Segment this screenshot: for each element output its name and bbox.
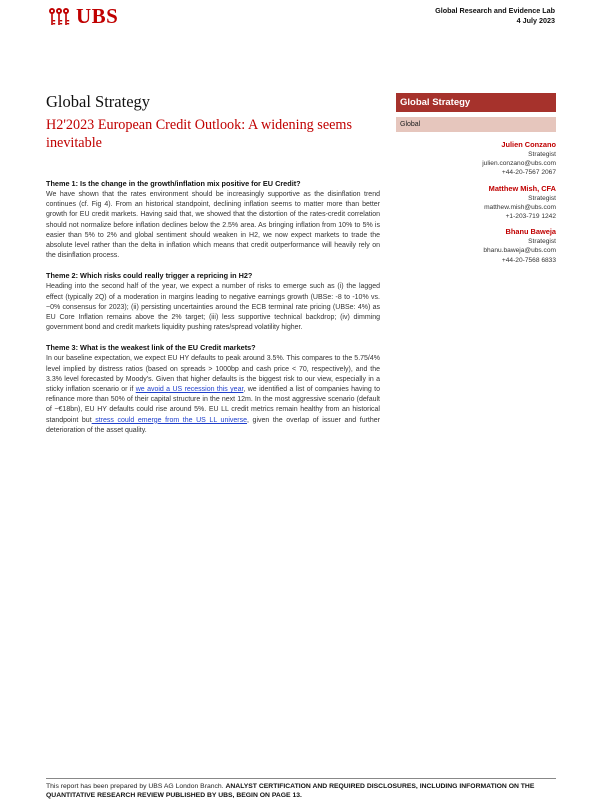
analyst-name: Matthew Mish, CFA	[488, 183, 556, 193]
ubs-logo	[46, 6, 118, 27]
paragraph-text: In our baseline expectation, we expect EU HY defaults to peak around 3.5%. This compares to the 5.75/4% level implied by distress ratios (based on spreads > 1000bp and cash price < 70, respectively), and the 3.3% level forecasted by Moody's. Given that higher defaults is the biggest risk to our view, especially in a sticky inflation scenario or if	[46, 355, 380, 394]
analyst-phone: +44-20-7567 2067	[501, 169, 556, 177]
series-banner: Global Strategy	[396, 93, 556, 112]
theme-section	[46, 178, 380, 261]
analyst-phone: +1-203-719 1242	[505, 213, 556, 221]
footer-text: This report has been prepared by UBS AG London Branch.	[46, 783, 226, 790]
analyst-role: Strategist	[528, 238, 556, 246]
theme-heading: Theme 3: What is the weakest link of the EU Credit markets?	[46, 343, 256, 353]
analyst-role: Strategist	[528, 151, 556, 158]
footer-divider	[46, 778, 556, 779]
page-title: Global Strategy	[46, 92, 151, 111]
analyst-email[interactable]: matthew.mish@ubs.com	[484, 203, 556, 211]
us-ll-stress-link[interactable]: stress could emerge from the US LL universe	[91, 416, 248, 424]
analyst-role: Strategist	[528, 194, 556, 202]
analyst-name: Julien Conzano	[501, 140, 556, 149]
report-date: 4 July 2023	[516, 16, 555, 25]
theme-heading: Theme 1: Is the change in the growth/inflation mix positive for EU Credit?	[46, 179, 301, 188]
analyst-phone: +44-20-7568 6833	[501, 256, 556, 264]
theme-section	[46, 342, 380, 436]
analyst-card	[396, 184, 556, 222]
theme-paragraph	[46, 354, 380, 436]
analyst-card	[396, 140, 556, 178]
paragraph-text: , given the overlap of issuer and further deterioration of the asset quality.	[46, 416, 380, 434]
publisher-name: Global Research and Evidence Lab	[435, 6, 555, 15]
theme-paragraph: We have shown that the rates environment should be increasingly supportive as the disinflation trend continues (cf. Fig 4). From an historical standpoint, declining inflation seems to matter more than better growth for EU credit markets. Having said that, we showed that the distortion of the rates-credit correlation should not normalize before inflation declines below the 2.5% area. As bringing inflation from 10% to 5% is easier than 5% to 2% and global sentiment should weaken in H2, we now expect markets to trade the absolute level rather than the delta in inflation which means that credit outperformance will heavily rely on the disinflation process.	[46, 191, 380, 260]
theme-paragraph: Heading into the second half of the year, we expect a number of risks to emerge such as (i) the lagged effect (typically 2Q) of a moderation in margins leading to negative earnings growth (UBSe: -8 to -10% vs. ~0% consensus for 2023); (ii) persisting uncertainties around the ECB terminal rate pricing (UBSe: 4%) as EU Core Inflation remains above the 2% target; (iii) less supportive technical backdrop; (iv) dimming government bond and credit markets liquidity pushing rates/spread volatility higher.	[46, 283, 380, 332]
disclosure-footer	[46, 782, 561, 800]
logo-wordmark: UBS	[76, 4, 119, 28]
report-subtitle: H2'2023 European Credit Outlook: A widening seems inevitable	[46, 117, 352, 151]
theme-heading: Theme 2: Which risks could really trigger a repricing in H2?	[46, 271, 253, 281]
analyst-list	[396, 140, 556, 271]
region-bar: Global	[396, 117, 556, 132]
analyst-email[interactable]: julien.conzano@ubs.com	[482, 160, 556, 168]
header-meta	[435, 6, 555, 26]
analyst-email[interactable]: bhanu.baweja@ubs.com	[483, 247, 556, 255]
report-body	[46, 178, 380, 445]
theme-section	[46, 270, 380, 333]
ubs-keys-icon	[46, 7, 72, 27]
us-recession-link[interactable]: we avoid a US recession this year	[135, 386, 244, 394]
analyst-card	[396, 227, 556, 265]
footer-disclosure-notice: ANALYST CERTIFICATION AND REQUIRED DISCLOSURES, INCLUDING INFORMATION ON THE QUANTITATIVE RESEARCH REVIEW PUBLISHED BY UBS, BEGIN ON PAGE 13.	[46, 783, 535, 799]
analyst-name: Bhanu Baweja	[505, 227, 556, 237]
paragraph-text: , we identified a list of companies having to refinance more than 50% of their capital structure in the next 12m. In the most aggressive scenario (default of ~€18bn), EU HY defaults could rise around 5%. EU LL credit metrics remain healthy from an historical standpoint but	[46, 386, 380, 424]
